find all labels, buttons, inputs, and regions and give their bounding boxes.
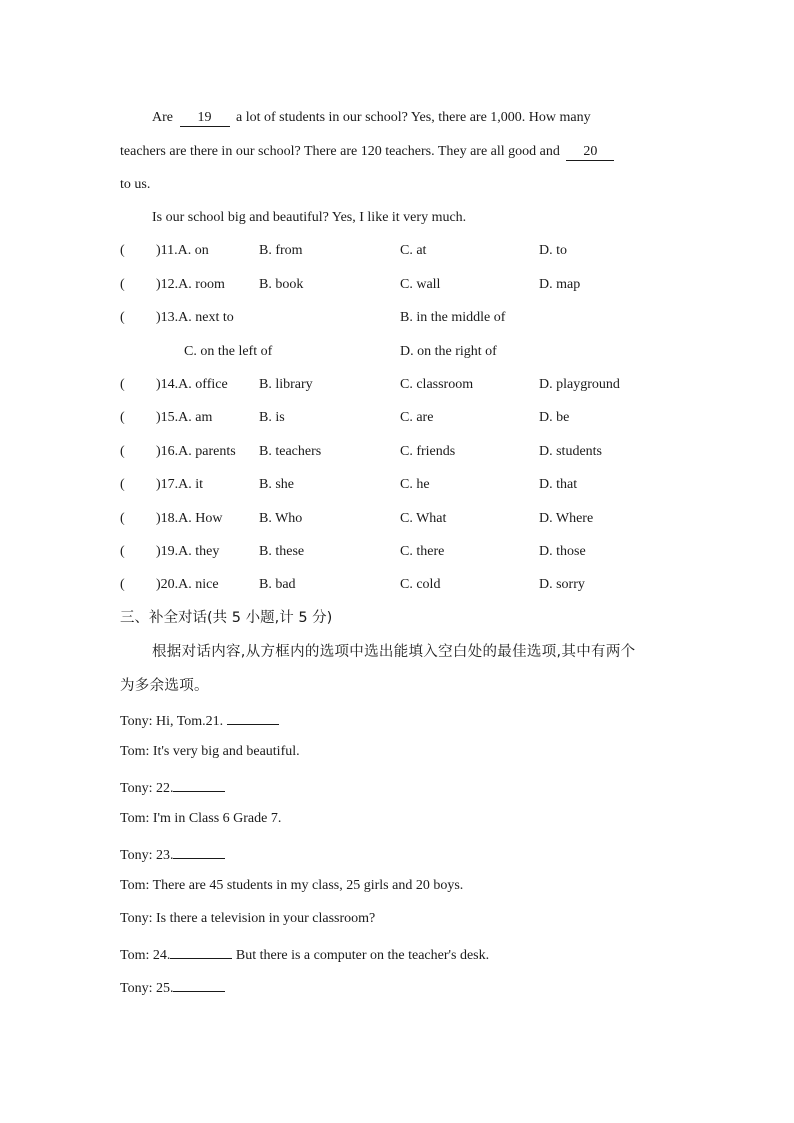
option-c: C. classroom	[400, 377, 474, 392]
dialogue-line-25	[120, 977, 225, 998]
section-3-heading: 三、补全对话(共 5 小题,计 5 分)	[120, 610, 333, 626]
dialogue-line-22	[120, 777, 225, 798]
option-d: D. to	[539, 243, 567, 258]
section-3-instructions-2: 为多余选项。	[120, 678, 209, 694]
dialogue-line: Tony: Is there a television in your classroom?	[120, 911, 376, 926]
option-b: B. in the middle of	[400, 310, 506, 325]
option-c: C. wall	[400, 277, 441, 292]
passage-line-2	[120, 143, 614, 161]
blank-19: 19	[180, 110, 230, 127]
paren-close: )12.A. room	[156, 277, 225, 292]
answer-blank-25[interactable]	[173, 977, 225, 992]
blank-20: 20	[566, 144, 614, 161]
dialogue-line-23	[120, 844, 225, 865]
option-d: D. be	[539, 410, 570, 425]
answer-blank-23[interactable]	[173, 844, 225, 859]
question-17	[120, 476, 720, 494]
option-b: B. is	[259, 410, 285, 425]
passage-text: teachers are there in our school? There are 120 teachers. They are all good and	[120, 144, 560, 159]
option-d: D. sorry	[539, 577, 585, 592]
dialogue-text: Tony: 22.	[120, 781, 174, 796]
dialogue-text: Tony: Hi, Tom.21.	[120, 714, 227, 729]
option-b: B. she	[259, 477, 294, 492]
question-12	[120, 276, 720, 294]
question-20	[120, 576, 720, 594]
answer-paren[interactable]: (	[120, 577, 125, 592]
option-b: B. Who	[259, 511, 303, 526]
passage-line-3: to us.	[120, 177, 151, 192]
dialogue-text: Tony: 25.	[120, 981, 174, 996]
question-16	[120, 443, 720, 461]
answer-blank-24[interactable]	[170, 944, 232, 959]
option-d: D. playground	[539, 377, 620, 392]
paren-close: )16.A. parents	[156, 444, 236, 459]
question-13-continued	[0, 343, 794, 361]
option-d: D. those	[539, 544, 586, 559]
option-c: C. at	[400, 243, 427, 258]
passage-text: a lot of students in our school? Yes, there are 1,000. How many	[236, 110, 591, 125]
answer-paren[interactable]: (	[120, 511, 125, 526]
dialogue-text: Tom: 24.	[120, 948, 171, 963]
dialogue-line-24	[120, 944, 489, 965]
dialogue-line: Tom: It's very big and beautiful.	[120, 744, 300, 759]
option-b: B. teachers	[259, 444, 322, 459]
answer-blank-21[interactable]	[227, 710, 279, 725]
option-b: B. library	[259, 377, 313, 392]
option-d: D. Where	[539, 511, 594, 526]
section-3-instructions-1: 根据对话内容,从方框内的选项中选出能填入空白处的最佳选项,其中有两个	[152, 644, 636, 660]
answer-paren[interactable]: (	[120, 477, 125, 492]
option-c: C. he	[400, 477, 430, 492]
option-d: D. that	[539, 477, 578, 492]
question-15	[120, 409, 720, 427]
passage-line-4: Is our school big and beautiful? Yes, I like it very much.	[152, 210, 467, 225]
option-c: C. there	[400, 544, 445, 559]
answer-paren[interactable]: (	[120, 277, 125, 292]
question-18	[120, 510, 720, 528]
answer-paren[interactable]: (	[120, 544, 125, 559]
option-b: B. book	[259, 277, 304, 292]
question-11	[120, 242, 720, 260]
option-d: D. on the right of	[400, 344, 497, 359]
passage-text: Are	[152, 110, 173, 125]
paren-close: )17.A. it	[156, 477, 204, 492]
passage-line-1	[152, 109, 591, 127]
answer-paren[interactable]: (	[120, 377, 125, 392]
option-d: D. map	[539, 277, 581, 292]
dialogue-line: Tom: I'm in Class 6 Grade 7.	[120, 811, 282, 826]
option-c: C. cold	[400, 577, 441, 592]
question-14	[120, 376, 720, 394]
option-c: C. What	[400, 511, 447, 526]
paren-close: )13.A. next to	[156, 310, 234, 325]
option-b: B. bad	[259, 577, 296, 592]
paren-close: )20.A. nice	[156, 577, 219, 592]
paren-close: )18.A. How	[156, 511, 223, 526]
question-19	[120, 543, 720, 561]
option-c: C. on the left of	[184, 344, 273, 359]
dialogue-line-21	[120, 710, 279, 731]
option-b: B. from	[259, 243, 303, 258]
paren-close: )14.A. office	[156, 377, 228, 392]
dialogue-text: Tony: 23.	[120, 848, 174, 863]
option-c: C. friends	[400, 444, 456, 459]
option-d: D. students	[539, 444, 602, 459]
answer-paren[interactable]: (	[120, 243, 125, 258]
answer-paren[interactable]: (	[120, 310, 125, 325]
dialogue-line: Tom: There are 45 students in my class, 25 girls and 20 boys.	[120, 878, 464, 893]
option-c: C. are	[400, 410, 434, 425]
paren-close: )11.A. on	[156, 243, 209, 258]
paren-close: )19.A. they	[156, 544, 220, 559]
option-b: B. these	[259, 544, 305, 559]
answer-blank-22[interactable]	[173, 777, 225, 792]
paren-close: )15.A. am	[156, 410, 213, 425]
answer-paren[interactable]: (	[120, 410, 125, 425]
question-13	[120, 309, 720, 327]
dialogue-text: But there is a computer on the teacher's desk.	[232, 948, 490, 963]
answer-paren[interactable]: (	[120, 444, 125, 459]
